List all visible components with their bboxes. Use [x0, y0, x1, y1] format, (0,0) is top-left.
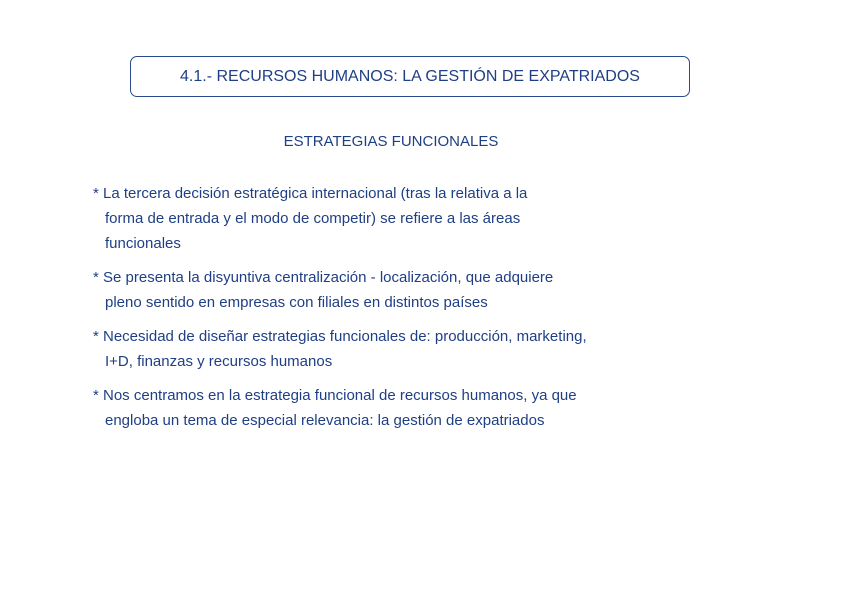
bullet-line: pleno sentido en empresas con filiales en distintos países: [105, 294, 488, 311]
bullet-line: * Se presenta la disyuntiva centralización - localización, que adquiere: [93, 269, 554, 286]
bullet-line: * Necesidad de diseñar estrategias funcionales de: producción, marketing,: [93, 328, 587, 345]
page-title: 4.1.- RECURSOS HUMANOS: LA GESTIÓN DE EXPATRIADOS: [180, 67, 640, 85]
title-box: [130, 56, 690, 97]
bullet-line: forma de entrada y el modo de competir) se refiere a las áreas: [105, 210, 521, 227]
bullet-line: * Nos centramos en la estrategia funcional de recursos humanos, ya que: [93, 387, 577, 404]
bullet-item: [93, 265, 733, 315]
bullet-line: funcionales: [105, 235, 181, 252]
bullet-line: I+D, finanzas y recursos humanos: [105, 353, 333, 370]
section-subtitle: ESTRATEGIAS FUNCIONALES: [283, 133, 499, 150]
bullet-line: engloba un tema de especial relevancia: la gestión de expatriados: [105, 412, 545, 429]
bullet-item: [93, 181, 733, 256]
bullet-list: [93, 181, 733, 442]
bullet-item: [93, 324, 733, 374]
bullet-item: [93, 383, 733, 433]
bullet-line: * La tercera decisión estratégica internacional (tras la relativa a la: [93, 185, 528, 202]
